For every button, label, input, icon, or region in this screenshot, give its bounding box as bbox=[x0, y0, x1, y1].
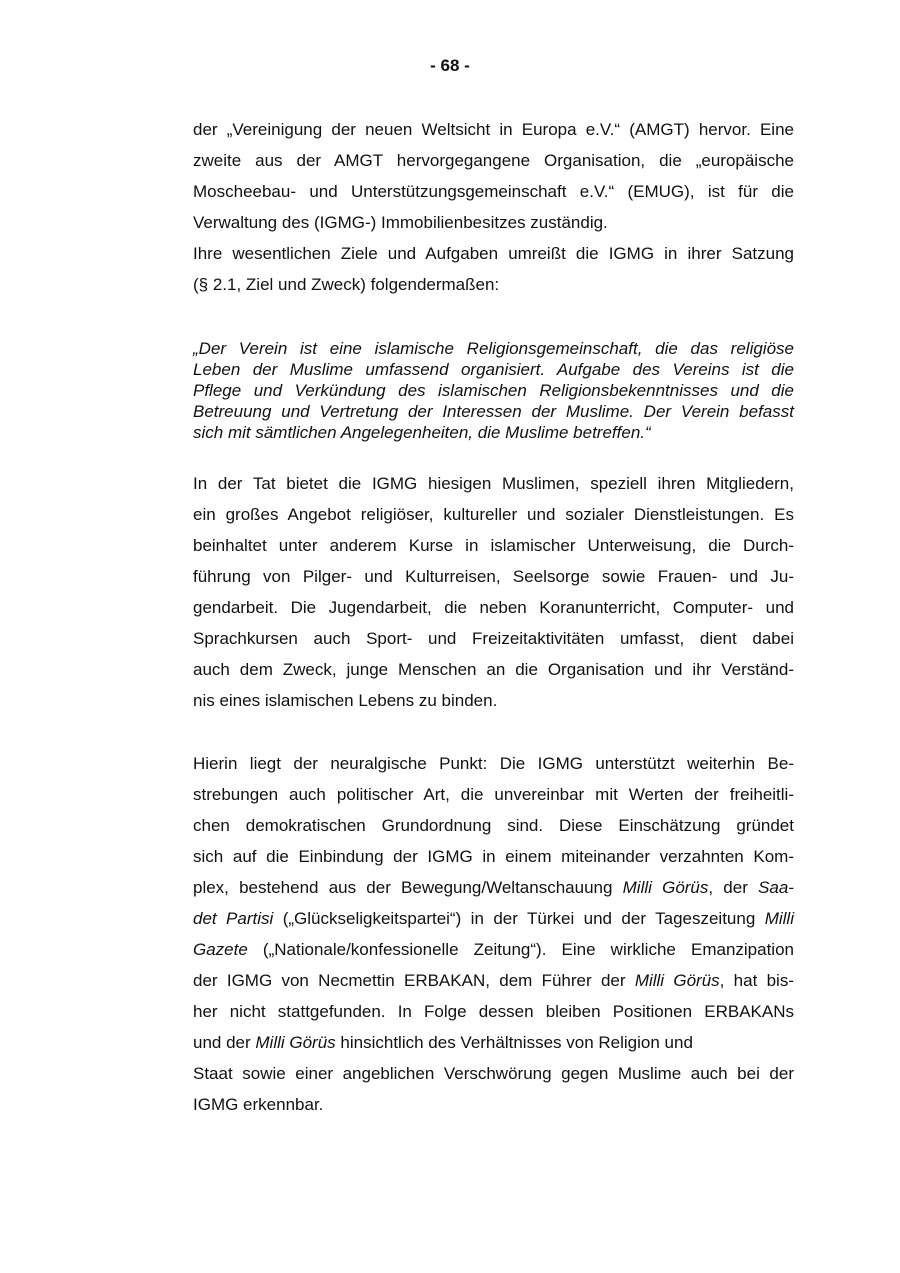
text-line: sich auf die Einbindung der IGMG in einem miteinander verzahnten Kom- bbox=[193, 847, 794, 866]
italic-term: Gazete bbox=[193, 940, 248, 959]
text-run: („Glückseligkeitspartei“) in der Türkei und der Tageszeitung bbox=[273, 909, 765, 928]
text-line: zweite aus der AMGT hervorgegangene Organisation, die „europäische bbox=[193, 151, 794, 170]
quote-line: sich mit sämtlichen Angelegenheiten, die Muslime betreffen.“ bbox=[193, 423, 651, 442]
text-run: hinsichtlich des Verhältnisses von Religion und bbox=[335, 1033, 693, 1052]
text-run: und der bbox=[193, 1033, 256, 1052]
text-run: , hat bis- bbox=[719, 971, 794, 990]
paragraph-intro bbox=[193, 114, 794, 300]
text-line: Staat sowie einer angeblichen Verschwörung gegen Muslime auch bei der bbox=[193, 1064, 794, 1083]
text-line bbox=[193, 934, 794, 965]
italic-term: Milli Görüs bbox=[255, 1033, 336, 1052]
page-number: - 68 - bbox=[430, 56, 470, 75]
text-line: Ihre wesentlichen Ziele und Aufgaben umreißt die IGMG in ihrer Satzung bbox=[193, 244, 794, 263]
text-line bbox=[193, 872, 794, 903]
text-line: (§ 2.1, Ziel und Zweck) folgendermaßen: bbox=[193, 275, 500, 294]
text-line: der „Vereinigung der neuen Weltsicht in Europa e.V.“ (AMGT) hervor. Eine bbox=[193, 120, 794, 139]
quote-line: Pflege und Verkündung des islamischen Religionsbekenntnisses und die bbox=[193, 381, 794, 400]
text-run: , der bbox=[708, 878, 759, 897]
quote-line: Leben der Muslime umfassend organisiert. Aufgabe des Vereins ist die bbox=[193, 360, 794, 379]
quote-line: Betreuung und Vertretung der Interessen der Muslime. Der Verein befasst bbox=[193, 402, 794, 421]
text-line: strebungen auch politischer Art, die unvereinbar mit Werten der freiheitli- bbox=[193, 785, 794, 804]
italic-term: det Partisi bbox=[193, 909, 274, 928]
italic-term: Saa- bbox=[758, 878, 794, 897]
quote-line: „Der Verein ist eine islamische Religionsgemeinschaft, die das religiöse bbox=[193, 339, 794, 358]
text-line: Hierin liegt der neuralgische Punkt: Die IGMG unterstützt weiterhin Be- bbox=[193, 754, 794, 773]
text-line bbox=[193, 965, 794, 996]
text-line bbox=[193, 1027, 794, 1058]
italic-term: Milli bbox=[764, 909, 794, 928]
text-line: In der Tat bietet die IGMG hiesigen Muslimen, speziell ihren Mitgliedern, bbox=[193, 474, 794, 493]
statute-quote bbox=[193, 338, 794, 443]
text-line bbox=[193, 903, 794, 934]
text-line: gendarbeit. Die Jugendarbeit, die neben Koranunterricht, Computer- und bbox=[193, 598, 794, 617]
text-run: („Nationale/konfessionelle Zeitung“). Eine wirkliche Emanzipation bbox=[247, 940, 794, 959]
text-line: IGMG erkennbar. bbox=[193, 1095, 324, 1114]
text-line: chen demokratischen Grundordnung sind. Diese Einschätzung gründet bbox=[193, 816, 794, 835]
text-run: plex, bestehend aus der Bewegung/Weltanschauung bbox=[193, 878, 623, 897]
paragraph-services bbox=[193, 468, 794, 716]
text-line: Verwaltung des (IGMG-) Immobilienbesitzes zuständig. bbox=[193, 213, 608, 232]
text-line: her nicht stattgefunden. In Folge dessen bleiben Positionen ERBAKANs bbox=[193, 1002, 794, 1021]
text-line: beinhaltet unter anderem Kurse in islamischer Unterweisung, die Durch- bbox=[193, 536, 794, 555]
text-line: Sprachkursen auch Sport- und Freizeitaktivitäten umfasst, dient dabei bbox=[193, 629, 794, 648]
text-line: auch dem Zweck, junge Menschen an die Organisation und ihr Verständ- bbox=[193, 660, 794, 679]
paragraph-assessment bbox=[193, 748, 794, 1120]
italic-term: Milli Görüs bbox=[634, 971, 720, 990]
italic-term: Milli Görüs bbox=[622, 878, 709, 897]
text-line: ein großes Angebot religiöser, kultureller und sozialer Dienstleistungen. Es bbox=[193, 505, 794, 524]
text-line: Moscheebau- und Unterstützungsgemeinschaft e.V.“ (EMUG), ist für die bbox=[193, 182, 794, 201]
text-line: nis eines islamischen Lebens zu binden. bbox=[193, 691, 498, 710]
text-run: der IGMG von Necmettin ERBAKAN, dem Führer der bbox=[193, 971, 635, 990]
text-line: führung von Pilger- und Kulturreisen, Seelsorge sowie Frauen- und Ju- bbox=[193, 567, 794, 586]
